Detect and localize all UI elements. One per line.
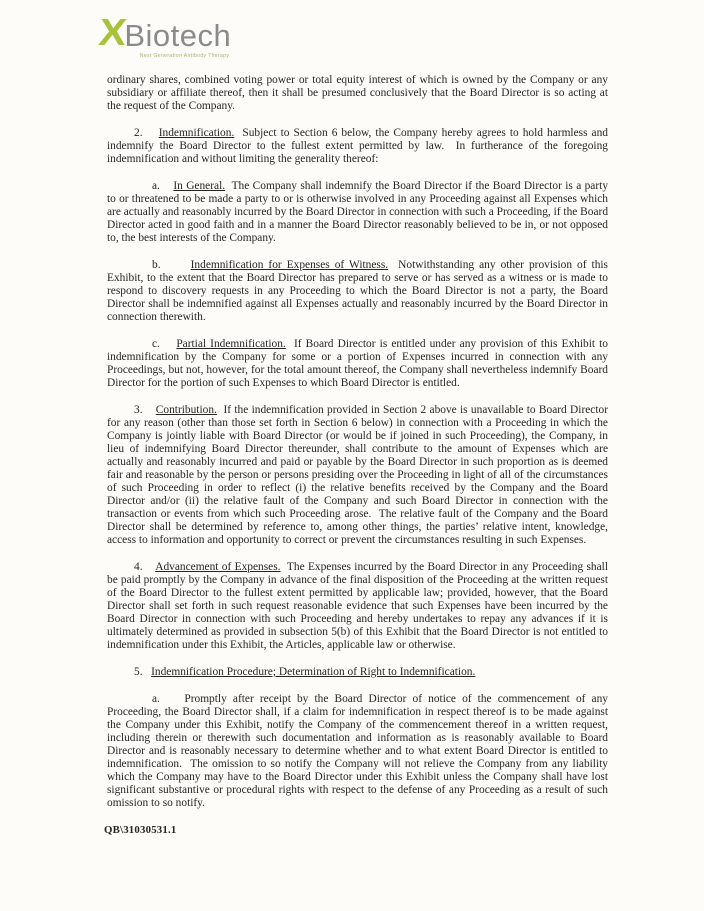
section-4-advancement-of-expenses: 4. Advancement of Expenses. The Expenses incurred by the Board Director in any Proceeding shall be paid promptly by the Company in advance of the final disposition of the Proceeding at the written request of the Board Director to the fullest extent permitted by applicable law; provided, however, that the Board Director shall set forth in such request reasonable evidence that such Expenses have been incurred by the Board Director in connection with such Proceeding and hereby undertakes to repay any advances if it is ultimately determined as provided in subsection 5(b) of this Exhibit that the Board Director is not entitled to indemnification under this Exhibit, the Articles, applicable law or otherwise.: [107, 561, 608, 651]
section-5-heading: 5. Indemnification Procedure; Determination of Right to Indemnification.: [134, 666, 476, 678]
xbiotech-logo: [96, 10, 232, 59]
section-2c-partial-indemnification: c. Partial Indemnification. If Board Director is entitled under any provision of this Exhibit to indemnification by the Company for some or a portion of Expenses incurred in connection with any Proceedings, but not, however, for the total amount thereof, the Company shall nevertheless indemnify Board Director for the portion of such Expenses to which Board Director is entitled.: [107, 338, 608, 389]
section-2-indemnification: 2. Indemnification. Subject to Section 6 below, the Company hereby agrees to hold harmless and indemnify the Board Director to the fullest extent permitted by law. In furtherance of the foregoing indemnification and without limiting the generality thereof:: [107, 127, 608, 165]
paragraph-continuation: ordinary shares, combined voting power or total equity interest of which is owned by the Company or any subsidiary or affiliate thereof, then it shall be presumed conclusively that the Board Director is so acting at the request of the Company.: [107, 74, 608, 112]
section-3-contribution: 3. Contribution. If the indemnification provided in Section 2 above is unavailable to Board Director for any reason (other than those set forth in Section 6 below) in connection with a Proceeding in which the Company is jointly liable with Board Director (or would be if joined in such Proceeding), the Company, in lieu of indemnifying Board Director thereunder, shall contribute to the amount of Expenses which are actually and reasonably incurred and paid or payable by the Board Director in such proportion as is deemed fair and reasonable by the person or persons presiding over the Proceeding in light of all of the circumstances of such Proceeding in order to reflect (i) the relative benefits received by the Company and the Board Director and/or (ii) the relative fault of the Company and such Board Director in connection with the transaction or events from which such Proceeding arose. The relative fault of the Company and the Board Director shall be determined by reference to, among other things, the parties’ relative intent, knowledge, access to information and opportunity to correct or prevent the circumstances resulting in such Expenses.: [107, 404, 609, 546]
document-body: [104, 74, 609, 837]
section-2b-witness-expenses: b. Indemnification for Expenses of Witness. Notwithstanding any other provision of this Exhibit, to the extent that the Board Director has prepared to serve or has served as a witness or is made to respond to discovery requests in any Proceeding to which the Board Director is not a party, the Board Director shall be indemnified against all Expenses actually and reasonably incurred by the Board Director in connection therewith.: [107, 259, 608, 323]
logo-wordmark-row: [96, 10, 232, 54]
logo-x-glyph: X: [96, 10, 129, 54]
logo-tagline: Next Generation Antibody Therapy: [139, 53, 230, 59]
document-control-number: QB\31030531.1: [104, 824, 177, 836]
section-5a-notice: a. Promptly after receipt by the Board Director of notice of the commencement of any Proceeding, the Board Director shall, if a claim for indemnification in respect thereof is to be made against the Company under this Exhibit, notify the Company of the commencement thereof in a written request, including therein or therewith such documentation and information as is reasonably available to Board Director and is reasonably necessary to determine whether and to what extent Board Director is entitled to indemnification. The omission to so notify the Company will not relieve the Company from any liability which the Company may have to the Board Director under this Exhibit unless the Company shall have lost significant substantive or procedural rights with respect to the defense of any Proceeding as a result of such omission to so notify.: [107, 693, 608, 809]
logo-wordmark: Biotech: [124, 18, 232, 53]
section-2a-in-general: a. In General. The Company shall indemnify the Board Director if the Board Director is a party to or threatened to be made a party to or is otherwise involved in any Proceeding against all Expenses which are actually and reasonably incurred by the Board Director in connection with such a Proceeding, if the Board Director acted in good faith and in a manner the Board Director reasonably believed to be in, or not opposed to, the best interests of the Company.: [107, 180, 609, 244]
